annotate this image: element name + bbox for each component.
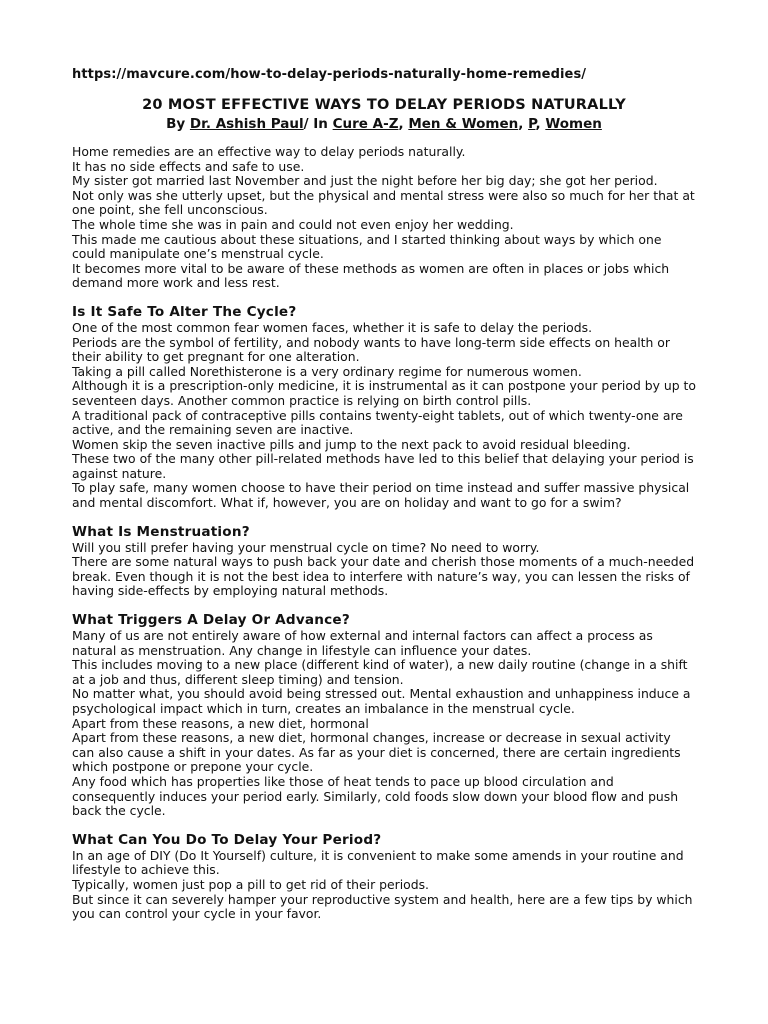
category-link-men-women[interactable]: Men & Women xyxy=(408,116,519,132)
byline-separator: , xyxy=(535,116,546,132)
section-line: This includes moving to a new place (different kind of water), a new daily routine (change in a shift at a job and thus, different sleep timing) and tension. xyxy=(72,657,688,687)
intro-line: It has no side effects and safe to use. xyxy=(72,158,305,174)
section-line: There are some natural ways to push back your date and cherish those moments of a much-needed break. Even though it is not the best idea to interfere with nature’s way, you can lessen the risks of having side-effects by employing natural methods. xyxy=(72,554,695,599)
intro-line: Home remedies are an effective way to delay periods naturally. xyxy=(72,144,466,159)
section-line: No matter what, you should avoid being stressed out. Mental exhaustion and unhappiness induce a psychological impact which in turn, creates an imbalance in the menstrual cycle. xyxy=(72,686,691,716)
byline-separator: , xyxy=(518,116,529,132)
intro-section xyxy=(72,145,696,291)
section-line: Taking a pill called Norethisterone is a very ordinary regime for numerous women. xyxy=(72,363,582,379)
intro-line: The whole time she was in pain and could not even enjoy her wedding. xyxy=(72,216,514,232)
author-link[interactable]: Dr. Ashish Paul xyxy=(189,116,304,132)
section-line: Will you still prefer having your menstrual cycle on time? No need to worry. xyxy=(72,539,540,555)
byline xyxy=(72,115,696,133)
section-heading: Is It Safe To Alter The Cycle? xyxy=(72,303,297,320)
category-link-cure-a-z[interactable]: Cure A-Z xyxy=(332,116,399,132)
section-line: Women skip the seven inactive pills and jump to the next pack to avoid residual bleeding. xyxy=(72,436,631,452)
byline-in: / In xyxy=(303,116,333,132)
section-safe-to-alter xyxy=(72,303,696,511)
section-line: Any food which has properties like those of heat tends to pace up blood circulation and consequently induces your period early. Similarly, cold foods slow down your blood flow and push back the cycle. xyxy=(72,773,679,819)
section-line: Periods are the symbol of fertility, and nobody wants to have long-term side effects on health or their ability to get pregnant for one alteration. xyxy=(72,334,670,365)
section-line: A traditional pack of contraceptive pills contains twenty-eight tablets, out of which twenty-one are active, and the remaining seven are inactive. xyxy=(72,407,683,438)
section-line: But since it can severely hamper your reproductive system and health, here are a few tips by which you can control your cycle in your favor. xyxy=(72,891,693,922)
section-line: Although it is a prescription-only medicine, it is instrumental as it can postpone your period by up to seventeen days. Another common practice is relying on birth control pills. xyxy=(72,378,696,408)
byline-separator: , xyxy=(398,116,409,132)
section-delay xyxy=(72,831,696,922)
category-link-p[interactable]: P xyxy=(528,116,536,132)
category-link-women[interactable]: Women xyxy=(545,116,602,132)
section-line: One of the most common fear women faces, whether it is safe to delay the periods. xyxy=(72,319,593,335)
page-title: 20 MOST EFFECTIVE WAYS TO DELAY PERIODS NATURALLY xyxy=(142,97,626,113)
section-triggers xyxy=(72,611,696,819)
section-heading: What Can You Do To Delay Your Period? xyxy=(72,831,382,848)
section-heading: What Is Menstruation? xyxy=(72,523,250,540)
section-line: Apart from these reasons, a new diet, hormonal xyxy=(72,715,369,731)
section-line: Many of us are not entirely aware of how external and internal factors can affect a process as natural as menstruation. Any change in lifestyle can influence your dates. xyxy=(72,628,653,658)
section-menstruation xyxy=(72,523,696,599)
intro-line: It becomes more vital to be aware of these methods as women are often in places or jobs which demand more work and less rest. xyxy=(72,260,670,291)
intro-line: Not only was she utterly upset, but the physical and mental stress were also so much for her that at one point, she fell unconscious. xyxy=(72,187,695,218)
section-line: Apart from these reasons, a new diet, hormonal changes, increase or decrease in sexual activity can also cause a shift in your dates. As far as your diet is concerned, there are certain ingredients which postpone or prepone your cycle. xyxy=(72,730,681,775)
section-line: To play safe, many women choose to have their period on time instead and suffer massive physical and mental discomfort. What if, however, you are on holiday and want to go for a swim? xyxy=(72,480,690,511)
source-url: https://mavcure.com/how-to-delay-periods-naturally-home-remedies/ xyxy=(72,67,587,82)
section-line: Typically, women just pop a pill to get rid of their periods. xyxy=(72,876,429,892)
intro-line: My sister got married last November and just the night before her big day; she got her period. xyxy=(72,173,658,189)
section-heading: What Triggers A Delay Or Advance? xyxy=(72,612,350,629)
section-line: These two of the many other pill-related methods have led to this belief that delaying your period is against nature. xyxy=(72,451,694,481)
document-page xyxy=(72,66,696,922)
intro-line: This made me cautious about these situations, and I started thinking about ways by which one could manipulate one’s menstrual cycle. xyxy=(72,231,662,262)
section-line: In an age of DIY (Do It Yourself) culture, it is convenient to make some amends in your routine and lifestyle to achieve this. xyxy=(72,847,684,878)
byline-by: By xyxy=(166,116,190,132)
